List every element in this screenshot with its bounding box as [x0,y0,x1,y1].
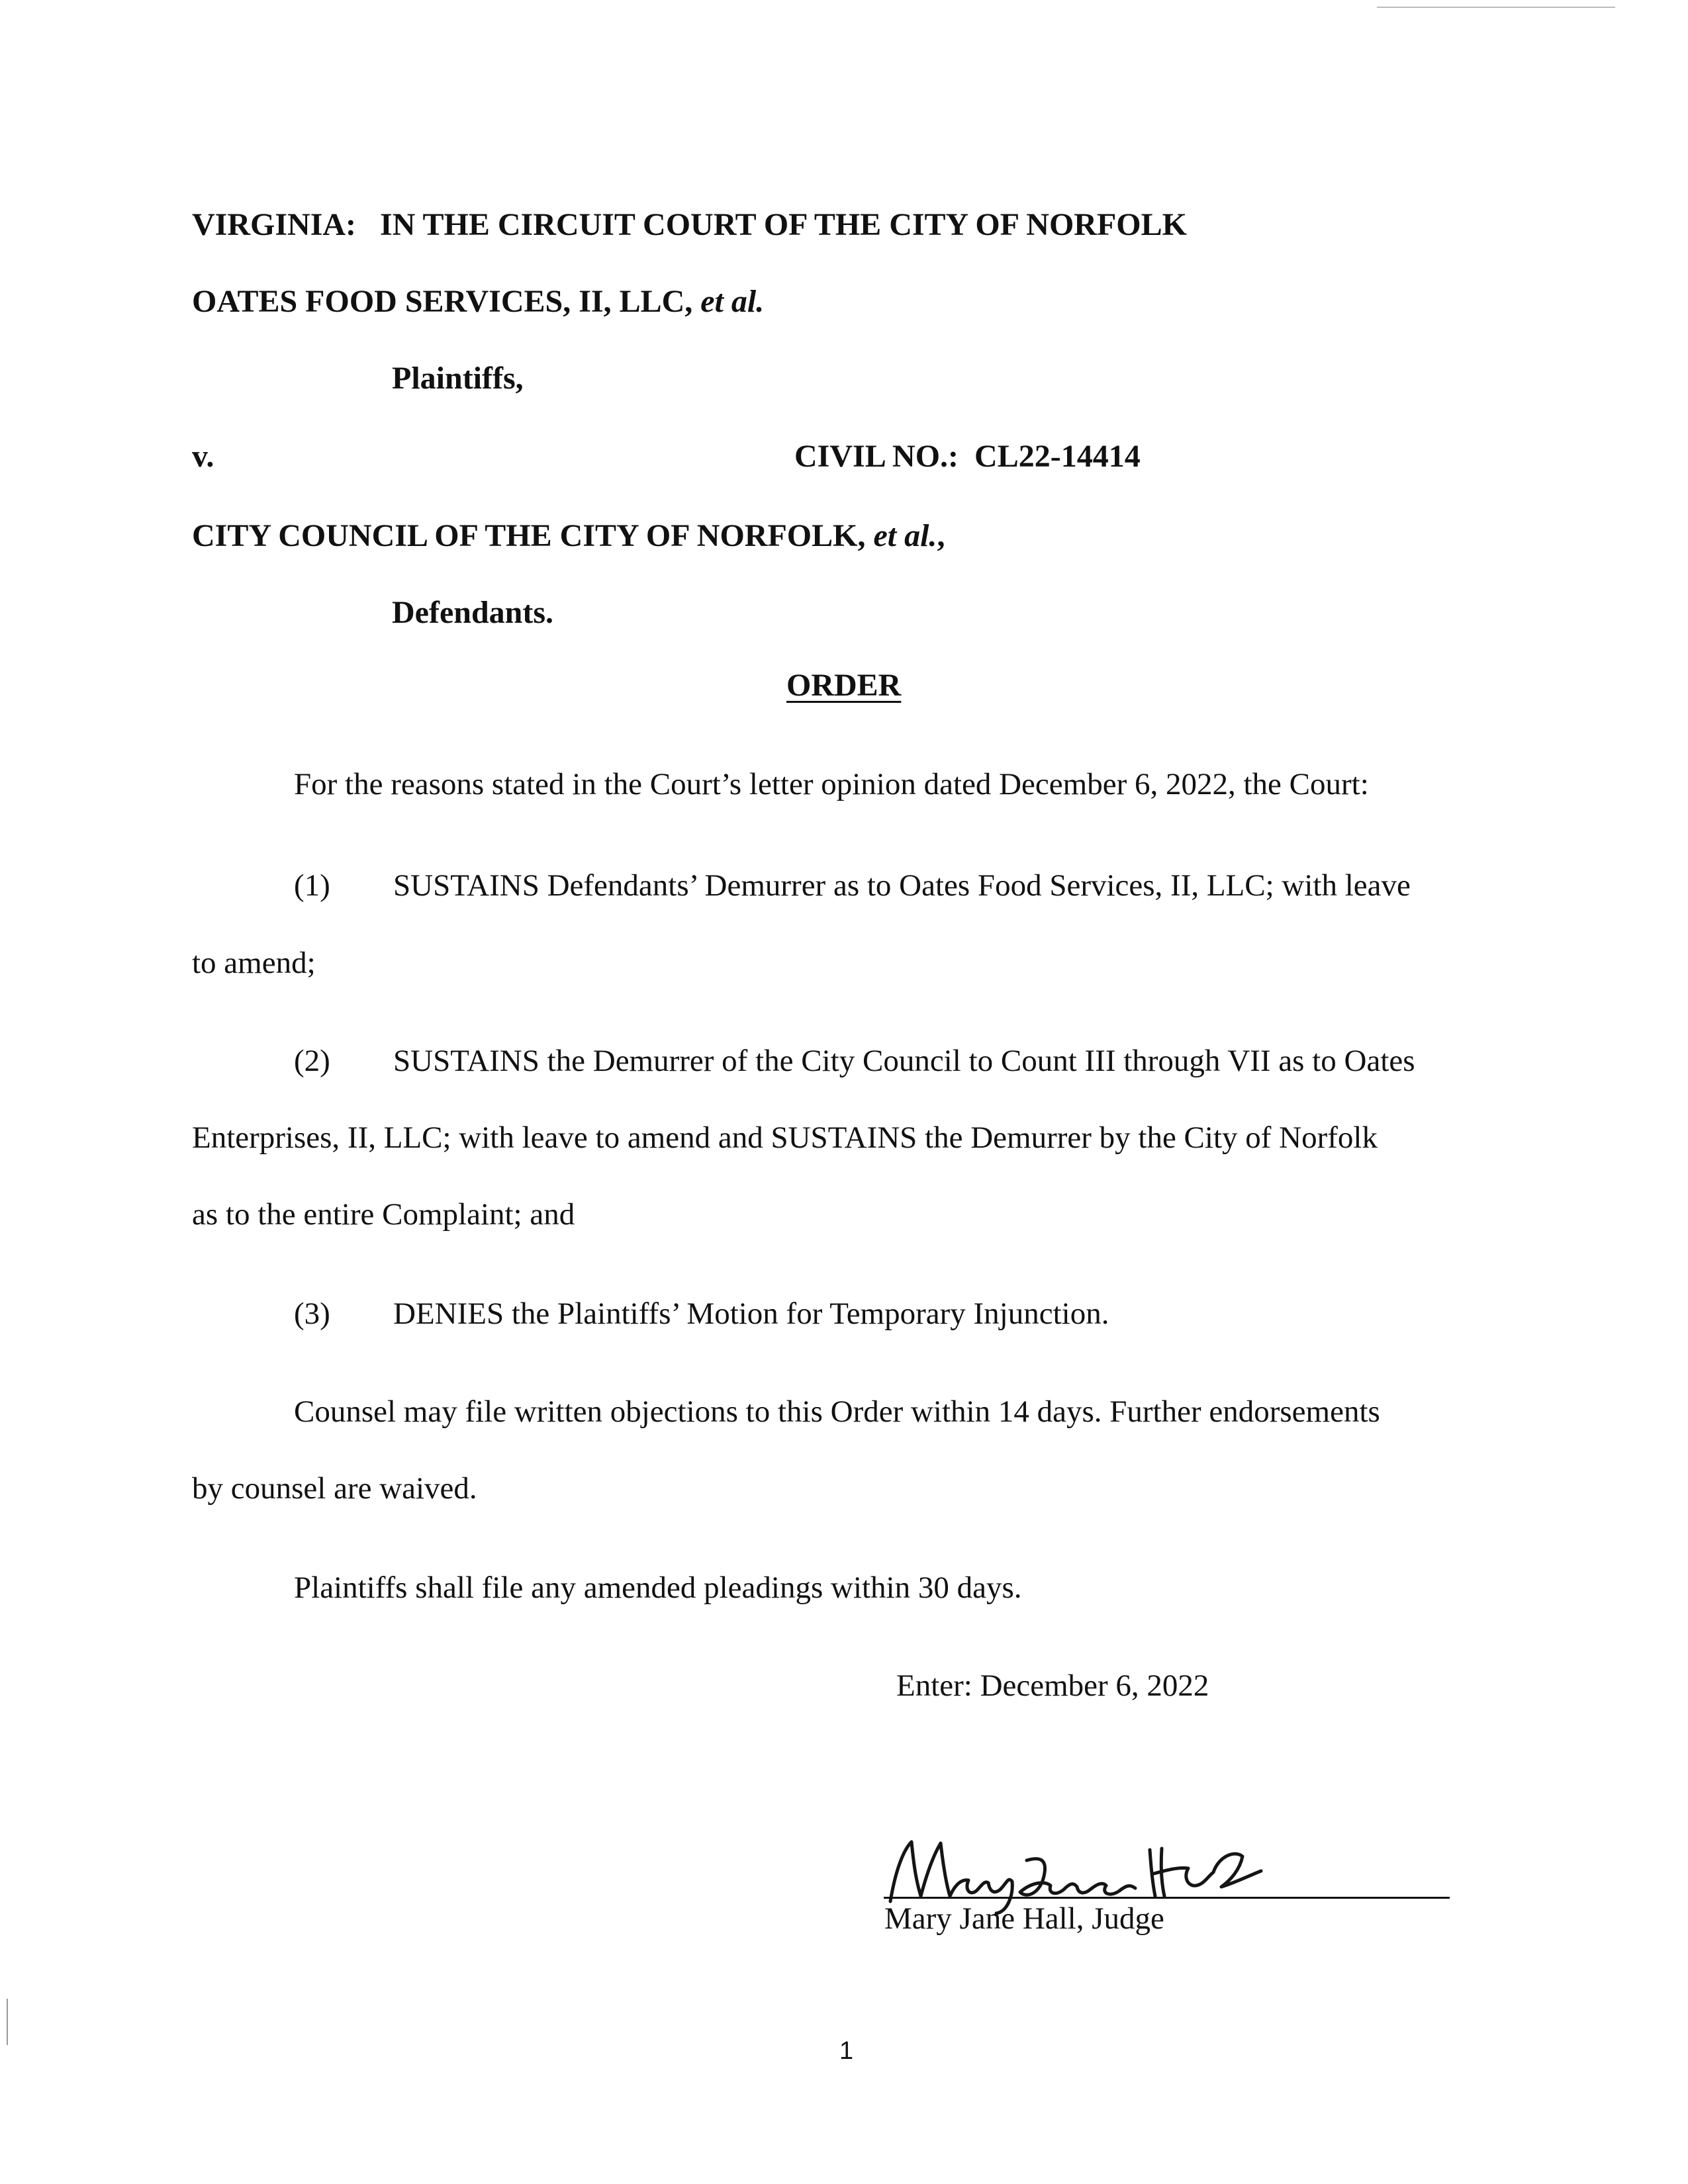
defendant-etal: et al. [873,518,937,553]
court-name: IN THE CIRCUIT COURT OF THE CITY OF NORFOLK [380,207,1187,242]
item-2-line-2: Enterprises, II, LLC; with leave to amend and SUSTAINS the Demurrer by the City of Norfolk [192,1120,1378,1155]
defendant-name-line [192,520,945,552]
item-2-line-1: SUSTAINS the Demurrer of the City Council to Count III through VII as to Oates [393,1044,1415,1078]
civil-no-value: CL22-14414 [974,439,1141,474]
civil-number [794,441,1141,473]
item-2-line-3: as to the entire Complaint; and [192,1197,575,1232]
scan-edge-mark [7,1999,8,2045]
signature-line [884,1897,1450,1899]
item-3-line-1: DENIES the Plaintiffs’ Motion for Temporary Injunction. [393,1297,1109,1331]
civil-no-label: CIVIL NO.: [794,439,959,474]
defendant-role: Defendants. [392,595,554,630]
court-label: VIRGINIA: [192,207,357,242]
judge-name: Mary Jane Hall, Judge [884,1901,1164,1936]
plaintiff-role: Plaintiffs, [392,361,524,396]
defendant-comma: , [937,518,945,553]
enter-date: Enter: December 6, 2022 [896,1668,1209,1703]
objections-line-1: Counsel may file written objections to this Order within 14 days. Further endorsements [294,1394,1380,1429]
plaintiff-name: OATES FOOD SERVICES, II, LLC, [192,284,693,319]
item-1-number: (1) [294,868,330,903]
plaintiff-name-line [192,286,764,318]
item-2-number: (2) [294,1044,330,1078]
order-title: ORDER [786,668,902,703]
versus: v. [192,439,214,474]
item-1-line-2: to amend; [192,946,316,980]
page-number: 1 [839,2037,854,2065]
plaintiff-etal: et al. [700,284,765,319]
scan-edge-mark [1377,7,1615,8]
item-1-line-1: SUSTAINS Defendants’ Demurrer as to Oates Food Services, II, LLC; with leave [393,868,1411,903]
amended-pleadings: Plaintiffs shall file any amended pleadings within 30 days. [294,1570,1022,1605]
objections-line-2: by counsel are waived. [192,1471,477,1506]
order-intro: For the reasons stated in the Court’s letter opinion dated December 6, 2022, the Court: [294,767,1369,801]
item-3-number: (3) [294,1297,330,1331]
court-heading [192,209,1187,241]
defendant-name: CITY COUNCIL OF THE CITY OF NORFOLK, [192,518,866,553]
